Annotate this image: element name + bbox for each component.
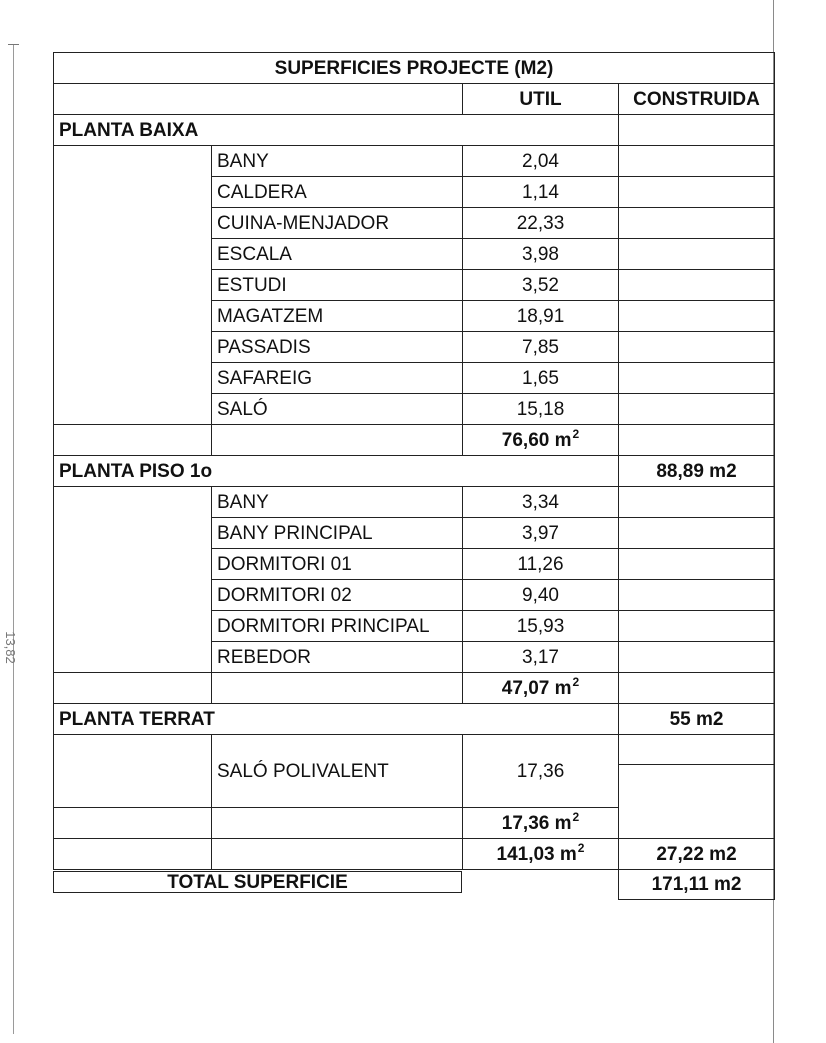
planta-piso-construida-text: 88,89 m2 (656, 460, 737, 482)
table-title-text: SUPERFICIES PROJECTE (M2) (274, 57, 554, 79)
room-util (462, 486, 619, 518)
room-util (462, 517, 619, 549)
planta-baixa-label (53, 114, 619, 146)
construida-blank (618, 393, 775, 425)
room-util (462, 393, 619, 425)
planta-piso-group-cell (53, 486, 212, 673)
room-name-text: BANY PRINCIPAL (217, 522, 373, 544)
subtotal-blank (211, 424, 463, 456)
room-name-text: PASSADIS (217, 336, 311, 358)
room-name (211, 207, 463, 239)
planta-terrat-subtotal (462, 807, 619, 839)
construida-blank (618, 176, 775, 208)
header-util-text: UTIL (519, 88, 562, 110)
room-util (462, 548, 619, 580)
room-name-text: ESCALA (217, 243, 292, 265)
room-util-text: 3,97 (522, 522, 559, 544)
room-name-text: SAFAREIG (217, 367, 313, 389)
room-util (462, 269, 619, 301)
room-name (211, 176, 463, 208)
construida-blank (618, 300, 775, 332)
room-util-text: 15,18 (516, 398, 565, 420)
room-name (211, 579, 463, 611)
planta-piso-label-text: PLANTA PISO 1o (59, 460, 213, 482)
room-util-text: 1,14 (522, 181, 559, 203)
table-title (53, 52, 775, 84)
room-util-text: 22,33 (516, 212, 565, 234)
construida-blank (618, 641, 775, 673)
room-name (211, 300, 463, 332)
room-name-text: SALÓ (217, 398, 268, 420)
room-util (462, 362, 619, 394)
construida-blank (618, 362, 775, 394)
construida-blank (618, 517, 775, 549)
header-construida-text: CONSTRUIDA (633, 88, 760, 110)
construida-blank (618, 610, 775, 642)
construida-blank (618, 548, 775, 580)
room-util (462, 641, 619, 673)
room-name (211, 548, 463, 580)
construida-blank (618, 734, 775, 765)
room-util-text: 17,36 (516, 760, 565, 782)
room-name-text: ESTUDI (217, 274, 287, 296)
room-name (211, 238, 463, 270)
subtotal-blank (53, 424, 212, 456)
room-util-text: 2,04 (522, 150, 559, 172)
subtotal-blank (211, 672, 463, 704)
room-name-text: BANY (217, 150, 269, 172)
room-name (211, 393, 463, 425)
room-util (462, 145, 619, 177)
extra-construida (618, 838, 775, 870)
construida-blank (618, 331, 775, 363)
util-total (462, 838, 619, 870)
room-name (211, 517, 463, 549)
room-name (211, 641, 463, 673)
planta-terrat-construida-text: 55 m2 (669, 708, 724, 730)
room-name (211, 145, 463, 177)
room-util-text: 11,26 (517, 553, 564, 575)
subtotal-blank (53, 672, 212, 704)
construida-blank (618, 238, 775, 270)
room-name-text: DORMITORI PRINCIPAL (217, 615, 430, 637)
header-blank (53, 83, 463, 115)
room-util-text: 15,93 (516, 615, 565, 637)
left-margin-tick (8, 44, 19, 45)
room-name (211, 734, 463, 808)
planta-piso-construida (618, 455, 775, 487)
construida-blank (618, 207, 775, 239)
planta-terrat-construida (618, 703, 775, 735)
room-util-text: 3,17 (522, 646, 559, 668)
room-util-text: 1,65 (522, 367, 559, 389)
planta-baixa-subtotal-text: 76,60 m (501, 429, 572, 451)
room-name-text: MAGATZEM (217, 305, 324, 327)
planta-baixa-group-cell (53, 145, 212, 425)
grand-total-text: 171,11 m2 (651, 874, 742, 895)
extra-construida-text: 27,22 m2 (656, 843, 737, 865)
room-name-text: DORMITORI 01 (217, 553, 352, 575)
unit-superscript: 2 (577, 841, 585, 855)
totals-blank (53, 838, 212, 870)
room-util-text: 3,98 (522, 243, 559, 265)
left-margin-line (13, 44, 14, 1034)
construida-blank (618, 424, 775, 456)
room-name-text: DORMITORI 02 (217, 584, 352, 606)
room-util (462, 176, 619, 208)
planta-terrat-subtotal-text: 17,36 m (501, 812, 572, 834)
planta-terrat-label (53, 703, 619, 735)
room-name-text: CUINA-MENJADOR (217, 212, 390, 234)
room-util (462, 579, 619, 611)
unit-superscript: 2 (572, 810, 580, 824)
room-name-text: CALDERA (217, 181, 307, 203)
room-util (462, 734, 619, 808)
room-name-text: SALÓ POLIVALENT (217, 760, 389, 782)
side-dimension-label: 13,82 (2, 631, 18, 664)
room-name (211, 331, 463, 363)
room-util-text: 18,91 (516, 305, 565, 327)
planta-baixa-construida (618, 114, 775, 146)
room-util-text: 3,52 (522, 274, 559, 296)
construida-blank (618, 269, 775, 301)
room-util-text: 9,40 (522, 584, 559, 606)
planta-piso-subtotal (462, 672, 619, 704)
room-util (462, 610, 619, 642)
totals-blank (211, 838, 463, 870)
room-name (211, 362, 463, 394)
construida-blank (618, 672, 775, 704)
construida-blank (618, 764, 775, 839)
construida-blank (618, 145, 775, 177)
unit-superscript: 2 (572, 675, 580, 689)
total-superficie-label-text: TOTAL SUPERFICIE (167, 871, 348, 893)
room-util (462, 331, 619, 363)
room-name-text: BANY (217, 491, 269, 513)
planta-piso-subtotal-text: 47,07 m (501, 677, 572, 699)
planta-terrat-label-text: PLANTA TERRAT (59, 708, 215, 730)
planta-baixa-label-text: PLANTA BAIXA (59, 119, 199, 141)
room-util-text: 3,34 (522, 491, 559, 513)
planta-baixa-subtotal (462, 424, 619, 456)
room-util (462, 238, 619, 270)
room-name (211, 269, 463, 301)
total-superficie-label (53, 871, 462, 893)
room-name (211, 486, 463, 518)
planta-terrat-group-cell (53, 734, 212, 808)
construida-blank (618, 579, 775, 611)
grand-total (618, 869, 775, 900)
util-total-text: 141,03 m (496, 843, 577, 865)
room-name-text: REBEDOR (217, 646, 311, 668)
unit-superscript: 2 (572, 427, 580, 441)
room-util-text: 7,85 (522, 336, 559, 358)
header-construida (618, 83, 775, 115)
room-name (211, 610, 463, 642)
room-util (462, 300, 619, 332)
header-util (462, 83, 619, 115)
room-util (462, 207, 619, 239)
construida-blank (618, 486, 775, 518)
planta-piso-label (53, 455, 619, 487)
subtotal-blank (53, 807, 212, 839)
subtotal-blank (211, 807, 463, 839)
